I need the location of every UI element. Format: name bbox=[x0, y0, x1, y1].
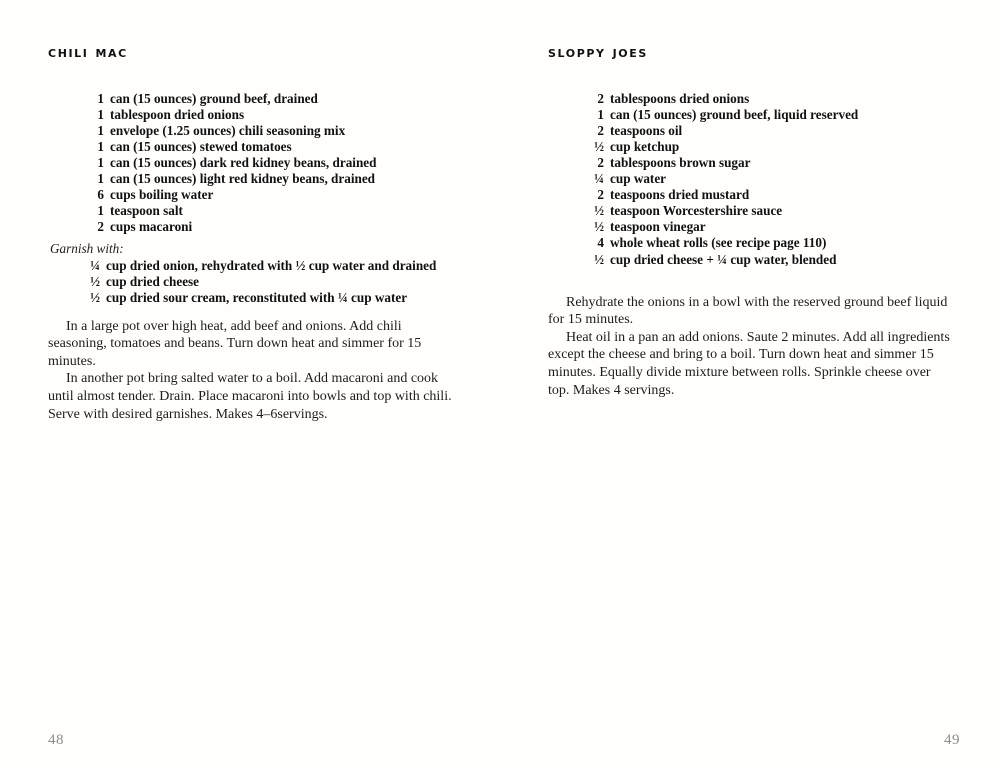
ingredient-text: tablespoons brown sugar bbox=[610, 155, 751, 171]
ingredient-item bbox=[48, 171, 460, 187]
ingredient-list-sloppy-joes bbox=[548, 91, 960, 268]
ingredient-text: cups macaroni bbox=[110, 219, 193, 235]
ingredient-text: envelope (1.25 ounces) chili seasoning mix bbox=[110, 123, 346, 139]
ingredient-quantity: 2 bbox=[597, 155, 604, 171]
garnish-text: cup dried cheese bbox=[106, 273, 200, 289]
method-chili-mac bbox=[48, 318, 456, 424]
ingredient-item bbox=[548, 203, 960, 219]
garnish-item bbox=[48, 274, 460, 290]
ingredient-quantity: 1 bbox=[97, 155, 104, 171]
ingredient-quantity: 1 bbox=[97, 171, 104, 187]
ingredient-text: can (15 ounces) stewed tomatoes bbox=[110, 139, 292, 155]
ingredient-quantity: 2 bbox=[597, 123, 604, 139]
ingredient-item bbox=[548, 107, 960, 123]
ingredient-quantity: ½ bbox=[594, 203, 604, 219]
ingredient-item bbox=[548, 171, 960, 187]
ingredient-text: whole wheat rolls (see recipe page 110) bbox=[610, 235, 827, 251]
ingredient-item bbox=[548, 91, 960, 107]
ingredient-text: teaspoons oil bbox=[610, 123, 683, 139]
ingredient-item bbox=[548, 187, 960, 203]
method-paragraph: In a large pot over high heat, add beef and onions. Add chili seasoning, tomatoes and beans. Turn down heat and simmer for 15 minutes. bbox=[48, 318, 422, 369]
garnish-item bbox=[48, 258, 460, 274]
ingredient-text: cup ketchup bbox=[610, 139, 680, 155]
ingredient-text: can (15 ounces) ground beef, liquid reserved bbox=[610, 107, 859, 123]
garnish-list bbox=[48, 258, 460, 306]
ingredient-item bbox=[48, 155, 460, 171]
ingredient-text: tablespoons dried onions bbox=[610, 91, 750, 107]
ingredient-item bbox=[48, 139, 460, 155]
method-paragraph: Heat oil in a pan an add onions. Saute 2 minutes. Add all ingredients except the cheese and bring to a boil. Turn down heat and simmer 15 minutes. Equally divide mixture between rolls. Sprinkle cheese over top. Makes 4 servings. bbox=[548, 329, 950, 398]
page-number-left: 48 bbox=[48, 732, 64, 748]
ingredient-quantity: ½ bbox=[594, 251, 604, 267]
method-paragraph: In another pot bring salted water to a boil. Add macaroni and cook until almost tender. Drain. Place macaroni into bowls and top with chili. Serve with desired garnishes. Makes 4–6servings. bbox=[48, 371, 452, 422]
ingredient-text: cup water bbox=[610, 171, 667, 187]
method-paragraph: Rehydrate the onions in a bowl with the reserved ground beef liquid for 15 minutes. bbox=[548, 294, 948, 328]
method-sloppy-joes bbox=[548, 294, 954, 400]
garnish-text: cup dried sour cream, reconstituted with ¼ cup water bbox=[106, 289, 408, 305]
ingredient-text: teaspoon Worcestershire sauce bbox=[610, 203, 783, 219]
ingredient-quantity: 1 bbox=[597, 107, 604, 123]
page-number-right: 49 bbox=[944, 732, 960, 748]
ingredient-quantity: 6 bbox=[97, 187, 104, 203]
ingredient-text: teaspoon vinegar bbox=[610, 219, 706, 235]
ingredient-item bbox=[548, 219, 960, 235]
page-right bbox=[500, 0, 1000, 773]
ingredient-item bbox=[548, 155, 960, 171]
ingredient-quantity: 1 bbox=[97, 139, 104, 155]
ingredient-quantity: 4 bbox=[597, 235, 604, 251]
spacer bbox=[548, 268, 960, 282]
ingredient-text: teaspoon salt bbox=[110, 203, 183, 219]
ingredient-item bbox=[548, 139, 960, 155]
garnish-text: cup dried onion, rehydrated with ½ cup water and drained bbox=[106, 257, 437, 273]
ingredient-item bbox=[48, 91, 460, 107]
ingredient-list-chili-mac bbox=[48, 91, 460, 235]
ingredient-quantity: 1 bbox=[97, 107, 104, 123]
ingredient-quantity: 1 bbox=[97, 203, 104, 219]
ingredient-item bbox=[48, 219, 460, 235]
ingredient-text: can (15 ounces) light red kidney beans, drained bbox=[110, 171, 376, 187]
ingredient-quantity: 1 bbox=[97, 91, 104, 107]
ingredient-text: can (15 ounces) dark red kidney beans, drained bbox=[110, 155, 377, 171]
ingredient-text: can (15 ounces) ground beef, drained bbox=[110, 91, 318, 107]
ingredient-text: tablespoon dried onions bbox=[110, 107, 245, 123]
garnish-quantity: ½ bbox=[90, 273, 100, 289]
garnish-quantity: ¼ bbox=[90, 257, 100, 273]
ingredient-quantity: 2 bbox=[97, 219, 104, 235]
ingredient-item bbox=[48, 107, 460, 123]
ingredient-item bbox=[548, 252, 960, 268]
ingredient-item bbox=[48, 123, 460, 139]
recipe-title-sloppy-joes: sloppy joes bbox=[548, 43, 648, 61]
ingredient-text: cups boiling water bbox=[110, 187, 214, 203]
ingredient-item bbox=[548, 235, 960, 251]
ingredient-quantity: 1 bbox=[97, 123, 104, 139]
ingredient-text: cup dried cheese + ¼ cup water, blended bbox=[610, 251, 837, 267]
ingredient-item bbox=[548, 123, 960, 139]
ingredient-quantity: ½ bbox=[594, 219, 604, 235]
ingredient-quantity: ¼ bbox=[594, 171, 604, 187]
ingredient-quantity: ½ bbox=[594, 139, 604, 155]
garnish-item bbox=[48, 290, 460, 306]
ingredient-quantity: 2 bbox=[597, 187, 604, 203]
ingredient-text: teaspoons dried mustard bbox=[610, 187, 750, 203]
ingredient-quantity: 2 bbox=[597, 91, 604, 107]
recipe-title-chili-mac: chili mac bbox=[48, 43, 128, 61]
ingredient-item bbox=[48, 187, 460, 203]
ingredient-item bbox=[48, 203, 460, 219]
garnish-quantity: ½ bbox=[90, 289, 100, 305]
garnish-label: Garnish with: bbox=[50, 241, 124, 257]
